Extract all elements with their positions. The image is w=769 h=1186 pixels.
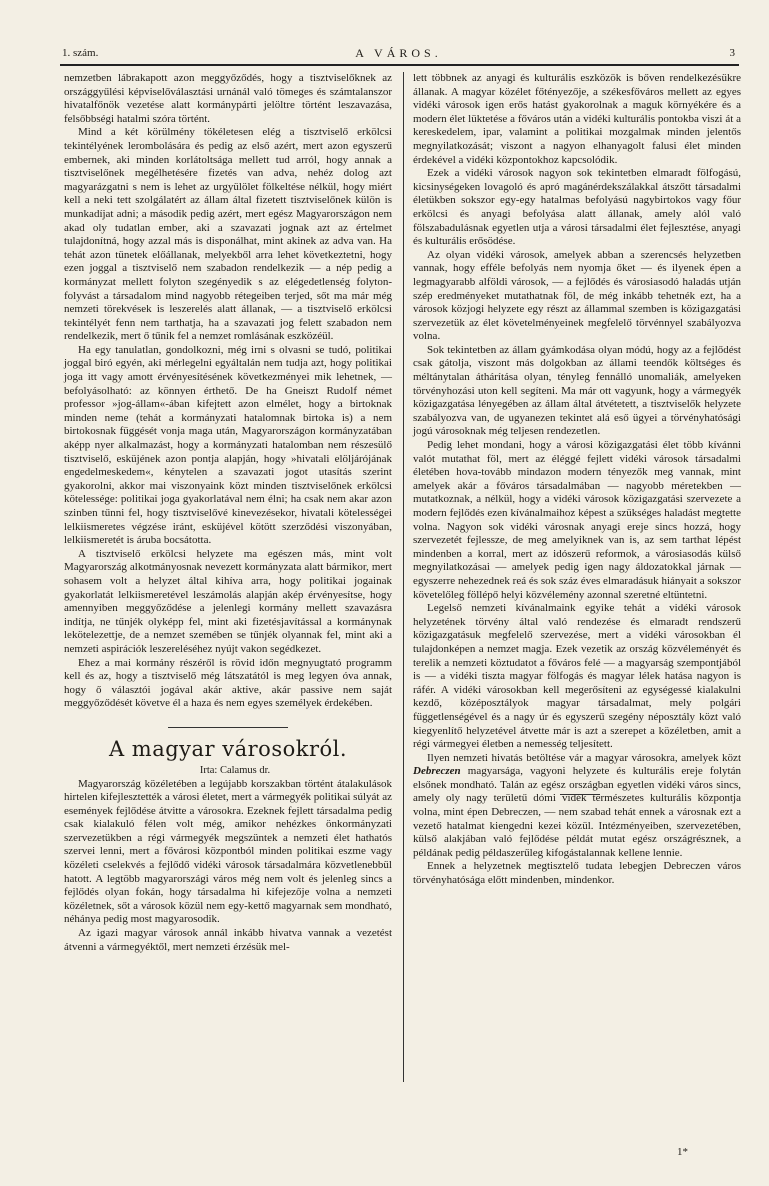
paragraph: Ezek a vidéki városok nagyon sok tekintetben elmaradt fölfogású, kicsinységeken lovagoló és apró magánérdekszálakkal átszőtt társadalmi életükben sokszor egy-egy hatalmas befolyású nagybirtokos vagy főur erkölcsi és anyagi befolyása alatt állanak, amely alól való fölszabadulásnak egyetlen utja a városi társadalmi élet fejlesztése, anyagi és kulturális erősödése. [413,167,741,248]
paragraph: lett többnek az anyagi és kulturális eszközök is bőven rendelkezésükre állanak. A magyar közélet főtényezője, a székesfőváros mellett az egyes vidéki városok igen erős hatást gyakorolnak a maguk környékére és a modern élet lüktetése a főváros után a vidéki kulturális pontokba viszi át a kereskedelem, ipar, valamint a politikai mozgalmak minden jelentős megnyilatkozását; viszont a nagyon elhanyagolt falusi élet minden érdekével a vidéki központokhoz kapcsolódik. [413,72,741,166]
paragraph: A tisztviselő erkölcsi helyzete ma egészen más, mint volt Magyarország alkotmányosnak nevezett kormányzata alatt bármikor, mert sohasem volt a helyzet által kihíva arra, hogy politikai jogainak gyakorlatát lelkiismeretével leszámolás alapján akép érvényesítse, hogy amennyiben meggyőződése a jelenlegi kormány mellett szavazásra indítja, ne tűnjék olyképp fel, mint aki fizetésjavítással a kormánynak lekötelezettje, de a nemzet szemében se tűnjék olyannak fel, mint aki a nemzeti aspirációk leszereléséhez nyújt vakon segédkezet. [64,547,392,655]
article-title: A magyar városokról. [108,736,348,761]
paragraph-debreczen [413,752,741,861]
right-column [413,72,741,887]
paragraph: Pedig lehet mondani, hogy a városi közigazgatási élet több kívánni valót mutathat föl, mert az éléggé fejlett vidéki városok társadalmi életében hova-tovább mindazon modern tényezők meg vannak, mint amelyek akár a főváros társadalmában — nagyobb méretekben — mutatkoznak, a nélkül, hogy a vidéki városok közigazgatási szervezete a modern fejlődés ezen kívánalmaihoz képest a szükséges haladást megtette volna. Nagyon sok vidéki városnak anyagi ereje sincs hozzá, hogy szervezetét fejlessze, de meg amelyiknek van is, az sem tarthat lépést mindenben a korral, mert az idószerű reformok, a városiasodás külső megnyilatkozásai — amelyek pedig igen nagy áldozatokkal járnak — egyszerre nehezednek reá és sok száz éves elmaradásuk hiányait a sokszor követelőleg föllépő helyi közvélemény azonnal szeretné eltüntetni. [413,439,741,601]
paragraph: Magyarország közéletében a legújabb korszakban történt átalakulások hirtelen kifejlesztették a városi életet, mert a vármegyék politikai súlyát az események fejlődése átvitte a városokra. Ezeknek fejlett társadalma pedig csak kialakuló félen volt még, amikor nehézkes önkormányzati szervezetükben a régi vármegyék megszüntek a nemzeti élet hathatós szervei lenni, mert a fővárosi központból minden politikai eszme vagy közéleti cselekvés a fejlődő vidéki városok társadalmára közvetlenebbül hatott. A legtöbb magyarországi város még nem volt és jelenleg sincs a fejlődés olyan fokán, hogy társadalma hi kifejezője volna a nemzeti közéletnek, sőt a városok közül nem egy-kettő magyarnak sem mondható, néhánya pedig most magyarosodik. [64,777,392,926]
header-rule [60,64,739,66]
page-number: 3 [729,47,735,59]
paragraph: Az igazi magyar városok annál inkább hivatva vannak a vezetést átvenni a vármegyéktől, mert nemzeti érzésük mel- [64,927,392,953]
section-divider [168,727,288,728]
paragraph: nemzetben lábrakapott azon meggyőződés, hogy a tisztviselőknek az országgyűlési képviselőválasztási urnánál való tömeges és számtalanszor hivatalfőnök vezetése alatt kormánypárti jelöltre történt leszavazása, felsőbbségi hatalmi szóra történt. [64,72,392,125]
paragraph: Sok tekintetben az állam gyámkodása olyan módú, hogy az a fejlődést csak gátolja, viszont más dolgokban az állami teendők költséges és méltánytalan áthárítása olyan, tényleg fennálló unomaliák, amelyeken törvényhozási uton kell segíteni. Ma már ott vagyunk, hogy a vármegyék közigazgatása lényegében az állam által átvétetett, a tisztviselők helyzete szabályozva van, de ugyanezen tekintet alá eső ügyei a törvényhatósági jogú városoknak még teljesen rendezetlen. [413,343,741,438]
article-byline: Irta: Calamus dr. [199,764,271,776]
paragraph: Az olyan vidéki városok, amelyek abban a szerencsés helyzetben vannak, hogy efféle befolyás nem nyomja őket — és ilyenek épen a legmagyarabb alföldi városok, — a fejlődés és városiasodó haladás utján szép eredményeket mutathatnak föl, de még inkább tehetnék ezt, ha a városok közjogi helyzete egy részt az állammal szemben is közigazgatási szervezetük az élet követelményeinek megfelelő törvénnyel szabályozva volna. [413,248,741,343]
paragraph: Mind a két körülmény tökéletesen elég a tisztviselő erkölcsi tekintélyének lerombolására és pedig az első azért, mert azon egyszerű embernek, aki minden korlátoltsága mellett tud arról, hogy annak a tisztviselőnek megélhetésére fizetés van adva, nehéz dolog azt magyarázgatni s nem is lehet az urgyülölet fölkeltése nélkül, hogy miért kell a neki tett szolgálatért az állam által fizetett tisztviselőnek külön is munkadíjat adni; a második pedig azért, mert egész Magyarországon nem akad oly tudatlan ember, aki a szavazati jognak azt az értelmet tulajdonítná, hogy azzal más is disponálhat, mint akinek az adva van. Ha tehát azon tünetek előállanak, melyekből arra lehet következtetni, hogy ezen joggal a tisztviselő nem szabadon rendelkezik — a nép pedig a kormányzat mellett folyton szegényedik s az elégedetlenség folyton-folyvást a társadalom mind nagyobb rétegeiben terjed, sőt ma már még nemzeti törekvések is leszerelés alatt állanak, — a tisztviselő erkölcsi tekintélyét fenn nem tarthatja, ha a szavazati jog felett szabadon nem rendelkezik, mert ő tűnik fel a nemzet romlásának eszközéül. [64,126,392,343]
left-column [64,72,392,1102]
publication-title: A VÁROS. [355,46,442,60]
paragraph: Ha egy tanulatlan, gondolkozni, még irni s olvasni se tudó, politikai joggal biró egyén, aki mérlegelni egyáltalán nem tudja azt, hogy politikai joga itt vagy amott érvényesítésének következményei mik lehetnek, — befolyásolható: az könnyen érthető. De ha Gneiszt Rudolf német professor »jog-állam«-ában kifejtett azon elmélet, hogy a birtoknak minden neme (tehát a kormányzati hatalomnak birtoka is) a nem birtokosnak függését vonja maga után, Magyarországon kormányzatában aképp nyer alkalmazást, hogy a kormányzati hatalomban nem részesülő tisztviselő, esküjének azon pontja alapján, hogy »hivatali elöljárójának engedelmeskedem«, kénytelen a szavazati jogot utasítás szerint gyakorolni, akkor mai viszonyaink közt minden tisztviselőnek erkölcsi kötelessége: politikai joga gyakorlatával nem élni; ha csak nem akar azon szinben tűnni fel, hogy tisztviselővé kinevezésekor, hivatali kötelességei lelkiismeretes végzése iránt, esküjével kötött szerződési viszonyában, lelkiismeretét is áruba bocsátotta. [64,343,392,547]
paragraph: Ehez a mai kormány részéről is rövid időn megnyugtató programm kell és az, hogy a tisztviselő még látszatától is meg legyen óva annak, hogy ő választói jogával akár aktive, akár passive nem saját meggyőződését követve él a haza és nem egyes személyek érdekében. [64,656,392,710]
issue-number: 1. szám. [62,47,99,59]
paragraph: Legelső nemzeti kívánalmaink egyike tehát a vidéki városok helyzetének törvény által való rendezése és elmaradt rendszerű közigazgatásuk megfelelő szervezése, mert a vidéki városokban él tulajdonképen a nemzet magja. Ezek vezetik az ország közvéleményét és terelik a nemzeti köztudatot a főváros felé — a magyarság szempontjából is — a vidéki tiszta magyar fölfogás és magyar lélek hatása nagyon is ráfér. A vidéki városokban kell megerősíteni az egységessé kialakulni kezdő, középosztályok magyar társadalmat, mely polgári függetlenségével és a nagy úr és egyszerű szegény néposztály közt való kiegyenlítő helyzetével átvette már is azt a szerepet a közéletben, amit a régi vármegyei életben a nemesség teljesített. [413,602,741,751]
debreczen-paragraph-text: Ilyen nemzeti hivatás betöltése vár a magyar városokra, amelyek közt Debreczen magyarsága, vagyoni helyzete és kulturális ereje folytán elsőnek mondható. Talán az egész országban egyetlen vidéki város sincs, amely oly nagy területű dómi vidék természetes kulturális központja volna, mint épen Debreczen, — nem szabad tehát ennek a városnak ezt a vezető hatalmat kiengedni kezei közül. Intézményeiben, szervezetében, külső alakjában való fejlődése példát mutat egész országrésznek, a példának pedig példaszerűleg kifogástalannak kellene lennie. [413,751,741,859]
paragraph: Ennek a helyzetnek megtisztelő tudata lebegjen Debreczen város törvényhatósága előtt mindenben, mindenkor. [413,860,741,887]
debreczen-emphasis: Debreczen [413,765,461,778]
article-end-rule [560,794,600,795]
page-header [62,47,735,63]
printer-signature: 1* [677,1146,688,1158]
column-divider [403,72,404,1082]
